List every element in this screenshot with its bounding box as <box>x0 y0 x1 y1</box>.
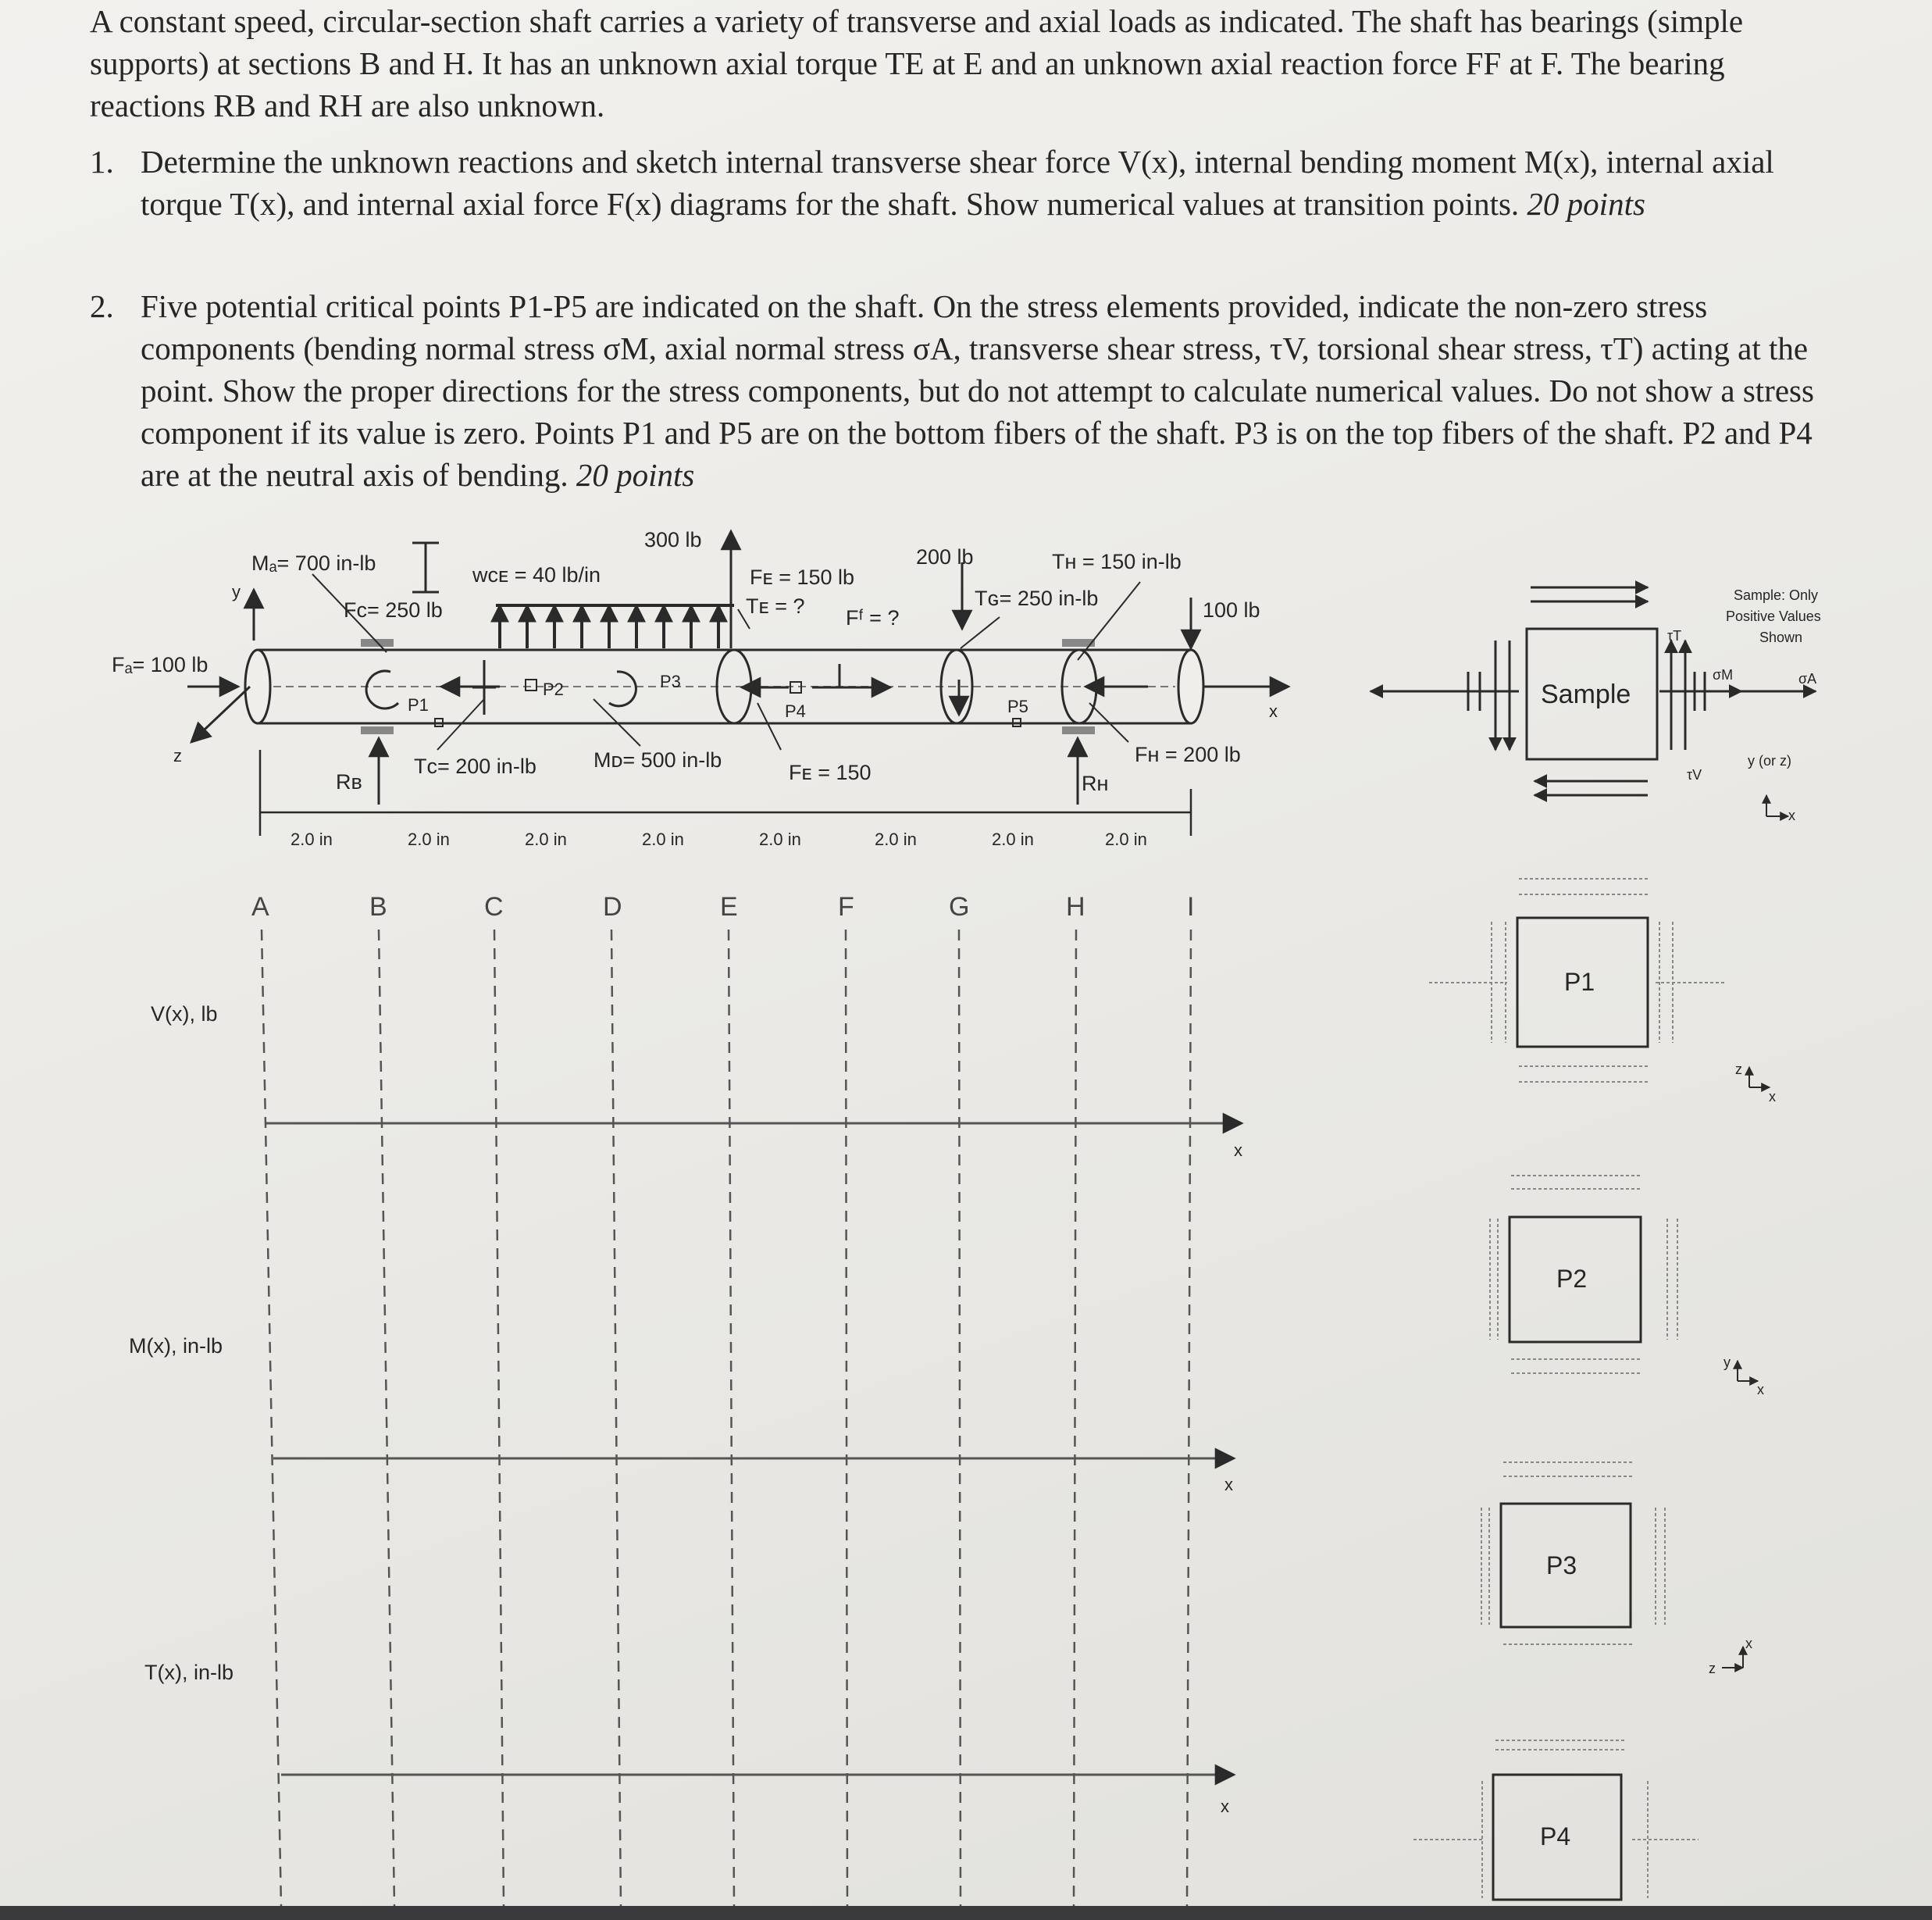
fe-bottom-label: Fᴇ = 150 <box>789 761 872 784</box>
load-300-label: 300 lb <box>644 528 702 551</box>
element-p1-axis-v: z <box>1735 1062 1742 1077</box>
load-100-label: 100 lb <box>1203 598 1260 622</box>
element-p4-guides <box>1413 1740 1699 1898</box>
section-b-label: B <box>369 892 387 922</box>
sample-tau-t-label: τT <box>1667 628 1682 644</box>
section-h-label: H <box>1066 892 1085 922</box>
distributed-load-arrows <box>496 605 734 648</box>
element-p3-label: P3 <box>1546 1551 1577 1579</box>
fc-label: Fᴄ= 250 lb <box>344 598 443 622</box>
question-2-number: 2. <box>90 288 114 324</box>
axis-z-label: z <box>173 746 182 766</box>
element-p3-axis-h: z <box>1709 1661 1716 1676</box>
fa-label: Fₐ= 100 lb <box>112 653 209 676</box>
span-label-3: 2.0 in <box>525 830 567 849</box>
sample-tau-v-label: τV <box>1687 767 1702 783</box>
sample-axis-x-label: x <box>1788 808 1795 823</box>
ma-label: Mₐ= 700 in-lb <box>251 551 376 575</box>
section-g-label: G <box>949 892 970 922</box>
element-p2-label: P2 <box>1556 1265 1588 1293</box>
dimension-line <box>260 750 1191 836</box>
section-lines <box>262 930 1191 1906</box>
element-p3-axis-v: x <box>1745 1636 1752 1651</box>
section-d-label: D <box>603 892 622 922</box>
span-label-2: 2.0 in <box>408 830 450 849</box>
span-label-5: 2.0 in <box>759 830 801 849</box>
question-1-text: Determine the unknown reactions and sketch internal transverse shear force V(x), internal bending moment M(x), internal axial torque T(x), and internal axial force F(x) diagrams for the shaft. Show numerical values at transition points. 20 points <box>141 144 1774 222</box>
question-1-points: 20 points <box>1527 186 1645 222</box>
v-diagram-label: V(x), lb <box>151 1002 218 1026</box>
axis-y-label: y <box>232 582 241 601</box>
span-label-7: 2.0 in <box>992 830 1034 849</box>
element-p2-axis-v: y <box>1723 1354 1731 1370</box>
element-p2-axis-h: x <box>1757 1382 1764 1397</box>
span-label-1: 2.0 in <box>291 830 333 849</box>
moment-ma-symbol <box>412 543 439 592</box>
t-axis-x-label: x <box>1221 1797 1229 1816</box>
span-label-8: 2.0 in <box>1105 830 1147 849</box>
shaft-body <box>245 650 1203 723</box>
element-p1-axis-h: x <box>1769 1089 1776 1105</box>
question-2-text: Five potential critical points P1-P5 are indicated on the shaft. On the stress elements provided, indicate the non-zero stress components (bending normal stress σM, axial normal stress σA, transverse shear stress, τV, torsional shear stress, τT) acting at the point. Show the proper directions for the stress components, but do not attempt to calculate numerical values. Do not show a stress component if its value is zero. Points P1 and P5 are on the bottom fibers of the shaft. P3 is on the top fibers of the shaft. P2 and P4 are at the neutral axis of bending. 20 points <box>141 288 1814 493</box>
element-p2-axis-icon <box>1738 1361 1758 1381</box>
sample-axis-icon <box>1766 795 1788 816</box>
point-p3-label: P3 <box>660 672 681 691</box>
ff-label: Fᶠ = ? <box>846 606 900 630</box>
point-p5-label: P5 <box>1007 697 1028 716</box>
sample-note-line-1: Sample: Only <box>1734 587 1819 603</box>
problem-intro: A constant speed, circular-section shaft carries a variety of transverse and axial loads as indicated. The shaft has bearings (simple supports) at sections B and H. It has an unknown axial torque TE at E and an unknown axial reaction force FF at F. The bearing reactions RB and RH are also unknown. <box>90 3 1744 123</box>
fh-label: Fʜ = 200 lb <box>1135 743 1241 766</box>
section-a-label: A <box>251 892 269 922</box>
section-i-label: I <box>1187 892 1195 922</box>
sample-label: Sample <box>1541 680 1631 709</box>
fe-top-label: Fᴇ = 150 lb <box>750 566 855 589</box>
md-label: Mᴅ= 500 in-lb <box>594 748 722 772</box>
question-2-points: 20 points <box>576 457 695 493</box>
sample-note-line-3: Shown <box>1759 630 1803 645</box>
span-label-4: 2.0 in <box>642 830 684 849</box>
section-f-label: F <box>838 892 854 922</box>
element-p1-axis-icon <box>1749 1067 1770 1087</box>
point-p2-label: P2 <box>543 680 564 699</box>
axis-x-label: x <box>1269 701 1278 721</box>
m-axis-x-label: x <box>1224 1475 1233 1494</box>
sample-note-line-2: Positive Values <box>1726 608 1821 624</box>
point-p4-label: P4 <box>785 701 806 721</box>
te-label: Tᴇ = ? <box>746 594 805 618</box>
tg-label: Tɢ= 250 in-lb <box>975 587 1099 610</box>
v-axis-x-label: x <box>1234 1140 1242 1160</box>
point-p1-label: P1 <box>408 695 429 715</box>
section-c-label: C <box>484 892 504 922</box>
element-p4-label: P4 <box>1540 1822 1571 1850</box>
sample-axis-label: y (or z) <box>1748 753 1791 769</box>
m-diagram-label: M(x), in-lb <box>129 1334 223 1358</box>
rb-label: Rʙ <box>336 770 362 794</box>
t-diagram-label: T(x), in-lb <box>144 1661 233 1684</box>
element-p3-axis-icon <box>1722 1647 1743 1668</box>
tc-label: Tᴄ= 200 in-lb <box>414 755 536 778</box>
sample-sigma-a-label: σA <box>1798 671 1817 687</box>
th-label: Tʜ = 150 in-lb <box>1052 550 1182 573</box>
element-p1-label: P1 <box>1564 968 1595 996</box>
bottom-edge <box>0 1906 1932 1920</box>
sample-sigma-m-label: σM <box>1713 667 1734 683</box>
section-e-label: E <box>720 892 738 922</box>
load-200-label: 200 lb <box>916 545 974 569</box>
rh-label: Rʜ <box>1082 772 1109 795</box>
bearing-b <box>361 639 394 805</box>
question-1-number: 1. <box>90 144 114 180</box>
span-label-6: 2.0 in <box>875 830 917 849</box>
wce-label: wᴄᴇ = 40 lb/in <box>472 563 601 587</box>
